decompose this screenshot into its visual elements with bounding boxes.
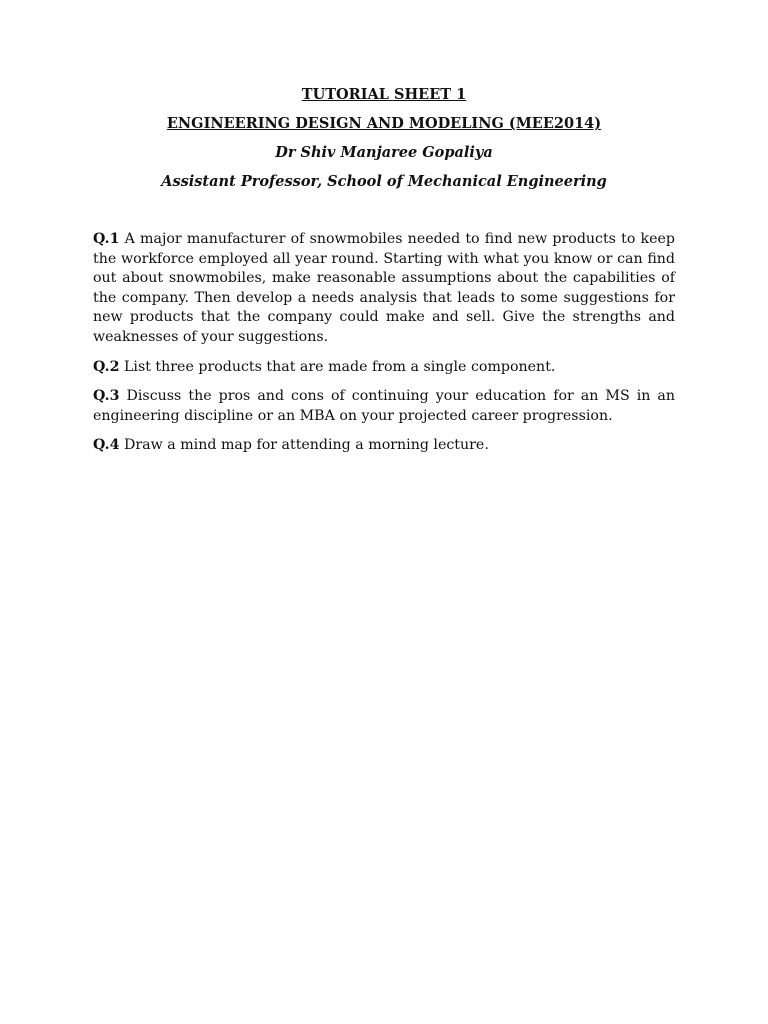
question-number: Q.3 [93, 388, 120, 405]
document-header [0, 86, 768, 190]
question-list [93, 230, 675, 466]
question-number: Q.2 [93, 358, 120, 375]
question-2 [93, 358, 675, 378]
question-4 [93, 436, 675, 456]
question-number: Q.4 [93, 437, 120, 454]
question-text: Draw a mind map for attending a morning lecture. [123, 437, 489, 454]
author-name: Dr Shiv Manjaree Gopaliya [275, 144, 493, 161]
question-number: Q.1 [93, 231, 120, 247]
question-3 [93, 387, 675, 426]
author-affiliation: Assistant Professor, School of Mechanical Engineering [161, 173, 607, 190]
question-text: Discuss the pros and cons of continuing your education for an MS in an engineering discipline or an MBA on your projected career progression. [93, 388, 675, 424]
question-text: A major manufacturer of snowmobiles needed to find new products to keep the workforce employed all year round. Starting with what you know or can find out about snowmobiles, make reasonable assumptions about the capabilities of the company. Then develop a needs analysis that leads to some suggestions for new products that the company could make and sell. Give the strengths and weaknesses of your suggestions. [93, 231, 675, 345]
sheet-title: TUTORIAL SHEET 1 [301, 86, 467, 103]
question-text: List three products that are made from a single component. [123, 358, 556, 375]
question-1 [93, 230, 675, 348]
course-title: ENGINEERING DESIGN AND MODELING (MEE2014) [166, 115, 602, 132]
